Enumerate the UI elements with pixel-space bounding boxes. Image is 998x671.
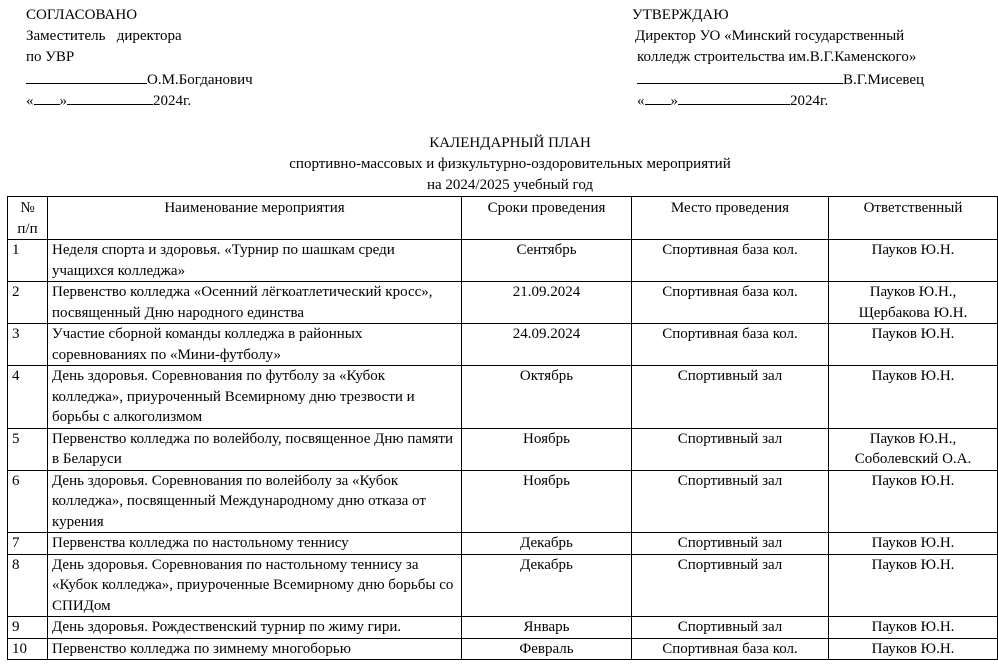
- cell-num: 1: [8, 240, 48, 282]
- title-line-2: спортивно-массовых и физкультурно-оздоровительных мероприятий: [289, 156, 731, 172]
- cell-responsible: Пауков Ю.Н.: [829, 240, 998, 282]
- title-line-1: КАЛЕНДАРНЫЙ ПЛАН: [429, 135, 591, 151]
- signature-blank: [637, 68, 843, 84]
- cell-num: 5: [8, 428, 48, 470]
- header-name: Наименование мероприятия: [48, 197, 462, 240]
- day-blank: [645, 89, 671, 105]
- table-header-row: [8, 197, 998, 240]
- table-row: [8, 533, 998, 555]
- cell-name: Первенство колледжа по зимнему многоборью: [48, 638, 462, 660]
- cell-responsible: Пауков Ю.Н.: [829, 366, 998, 429]
- table-row: [8, 240, 998, 282]
- cell-place: Спортивная база кол.: [632, 638, 829, 660]
- cell-date: Декабрь: [462, 554, 632, 617]
- header-responsible: Ответственный: [829, 197, 998, 240]
- approval-right-signature-name: В.Г.Мисевец: [843, 72, 925, 88]
- quote-close: »: [59, 93, 67, 109]
- approval-left-heading: СОГЛАСОВАНО: [26, 7, 138, 23]
- cell-date: Ноябрь: [462, 428, 632, 470]
- quote-open: «: [26, 93, 34, 109]
- cell-place: Спортивная база кол.: [632, 240, 829, 282]
- cell-num: 7: [8, 533, 48, 555]
- table-row: [8, 470, 998, 533]
- cell-name: День здоровья. Соревнования по настольному теннису за «Кубок колледжа», приуроченные Всемирному дню борьбы со СПИДом: [48, 554, 462, 617]
- cell-place: Спортивный зал: [632, 470, 829, 533]
- cell-num: 3: [8, 324, 48, 366]
- cell-responsible: Пауков Ю.Н.: [829, 324, 998, 366]
- cell-name: Неделя спорта и здоровья. «Турнир по шашкам среди учащихся колледжа»: [48, 240, 462, 282]
- cell-responsible: Пауков Ю.Н., Щербакова Ю.Н.: [829, 282, 998, 324]
- cell-name: Первенство колледжа по волейболу, посвященное Дню памяти в Беларуси: [48, 428, 462, 470]
- cell-num: 9: [8, 617, 48, 639]
- cell-place: Спортивный зал: [632, 428, 829, 470]
- header-place: Место проведения: [632, 197, 829, 240]
- cell-num: 10: [8, 638, 48, 660]
- events-table: [7, 196, 998, 660]
- table-row: [8, 324, 998, 366]
- quote-open: «: [637, 93, 645, 109]
- cell-num: 8: [8, 554, 48, 617]
- cell-name: День здоровья. Соревнования по волейболу за «Кубок колледжа», посвященный Международному дню отказа от курения: [48, 470, 462, 533]
- approval-left-signature-name: О.М.Богданович: [147, 72, 253, 88]
- cell-name: День здоровья. Соревнования по футболу за «Кубок колледжа», приуроченный Всемирному дню трезвости и борьбы с алкоголизмом: [48, 366, 462, 429]
- cell-date: Сентябрь: [462, 240, 632, 282]
- day-blank: [34, 89, 60, 105]
- cell-name: Первенство колледжа «Осенний лёгкоатлетический кросс», посвященный Дню народного единства: [48, 282, 462, 324]
- cell-place: Спортивный зал: [632, 533, 829, 555]
- header-num: № п/п: [8, 197, 48, 240]
- approval-right-year: 2024г.: [790, 93, 829, 109]
- table-row: [8, 428, 998, 470]
- table-row: [8, 617, 998, 639]
- approval-left-year: 2024г.: [153, 93, 192, 109]
- cell-place: Спортивная база кол.: [632, 324, 829, 366]
- header-date: Сроки проведения: [462, 197, 632, 240]
- table-row: [8, 554, 998, 617]
- approval-right-date-line: [632, 89, 924, 110]
- cell-responsible: Пауков Ю.Н.: [829, 470, 998, 533]
- approval-right-signature-line: [632, 68, 924, 89]
- approval-left-position: Заместитель директора: [26, 28, 182, 44]
- cell-place: Спортивный зал: [632, 366, 829, 429]
- approval-left-signature-line: [26, 68, 253, 89]
- approval-right-heading: УТВЕРЖДАЮ: [632, 7, 729, 23]
- cell-place: Спортивный зал: [632, 554, 829, 617]
- approval-right-block: [632, 5, 924, 110]
- month-blank: [678, 89, 790, 105]
- approval-left-department: по УВР: [26, 49, 75, 65]
- approval-left-block: [26, 5, 253, 110]
- cell-responsible: Пауков Ю.Н., Соболевский О.А.: [829, 428, 998, 470]
- cell-responsible: Пауков Ю.Н.: [829, 638, 998, 660]
- table-row: [8, 638, 998, 660]
- approval-right-position: Директор УО «Минский государственный: [635, 28, 905, 44]
- cell-name: Участие сборной команды колледжа в районных соревнованиях по «Мини-футболу»: [48, 324, 462, 366]
- cell-date: Январь: [462, 617, 632, 639]
- cell-place: Спортивная база кол.: [632, 282, 829, 324]
- quote-close: »: [670, 93, 678, 109]
- cell-place: Спортивный зал: [632, 617, 829, 639]
- cell-num: 4: [8, 366, 48, 429]
- document-title: [0, 133, 998, 196]
- title-line-3: на 2024/2025 учебный год: [426, 177, 594, 193]
- cell-num: 6: [8, 470, 48, 533]
- cell-date: 24.09.2024: [462, 324, 632, 366]
- cell-name: День здоровья. Рождественский турнир по жиму гири.: [48, 617, 462, 639]
- signature-blank: [26, 68, 147, 84]
- cell-date: Ноябрь: [462, 470, 632, 533]
- month-blank: [67, 89, 153, 105]
- cell-responsible: Пауков Ю.Н.: [829, 554, 998, 617]
- table-row: [8, 282, 998, 324]
- cell-date: Февраль: [462, 638, 632, 660]
- cell-date: Декабрь: [462, 533, 632, 555]
- cell-date: Октябрь: [462, 366, 632, 429]
- cell-num: 2: [8, 282, 48, 324]
- approval-right-institution: колледж строительства им.В.Г.Каменского»: [637, 49, 917, 65]
- table-row: [8, 366, 998, 429]
- cell-responsible: Пауков Ю.Н.: [829, 617, 998, 639]
- cell-name: Первенства колледжа по настольному теннису: [48, 533, 462, 555]
- approval-left-date-line: [26, 89, 253, 110]
- cell-date: 21.09.2024: [462, 282, 632, 324]
- cell-responsible: Пауков Ю.Н.: [829, 533, 998, 555]
